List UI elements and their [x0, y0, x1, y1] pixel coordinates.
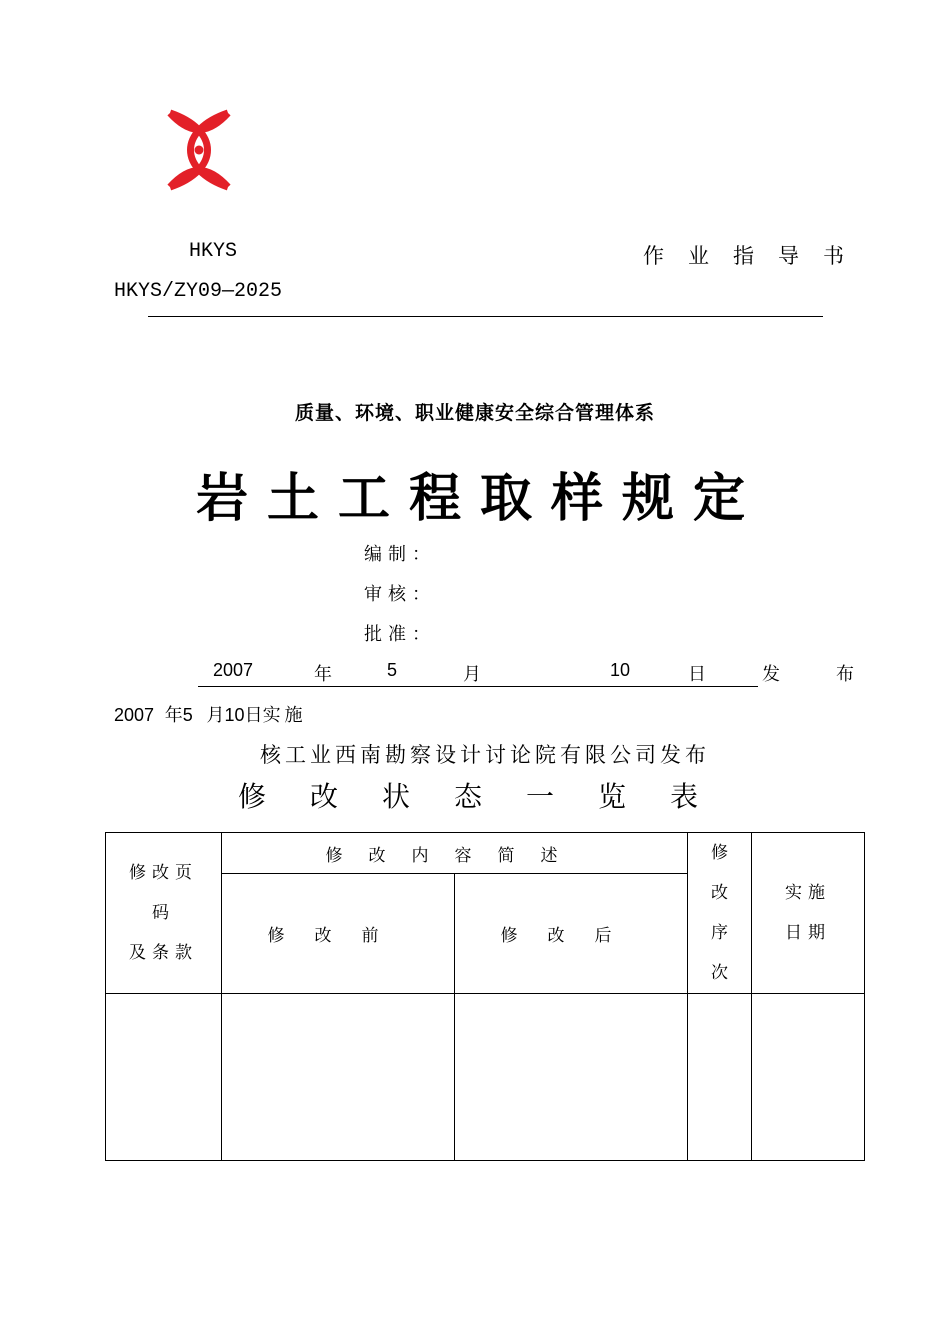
doc-type: 作业指导书 — [643, 244, 868, 268]
header-divider — [148, 316, 823, 317]
implement-year: 2007 — [114, 705, 155, 725]
status-title-char: 态 — [454, 780, 483, 813]
status-title-char: 修 — [238, 780, 267, 813]
table-row — [106, 994, 865, 1161]
system-title: 质量、环境、职业健康安全综合管理体系 — [294, 402, 655, 424]
implement-label: 实施 — [262, 705, 307, 726]
publish-date-underline — [198, 686, 758, 687]
implement-date — [114, 701, 307, 727]
publish-day-unit: 日 — [688, 664, 706, 685]
header-before: 修改前 — [222, 874, 455, 994]
revision-table — [105, 832, 865, 1161]
header-implement-date — [752, 833, 865, 994]
status-title-char: 表 — [670, 780, 699, 813]
cell-after — [455, 994, 688, 1161]
company-publish: 核工业西南勘察设计讨论院有限公司发布 — [260, 743, 710, 767]
status-title-char: 状 — [382, 780, 411, 813]
publish-year: 2007 — [213, 660, 254, 680]
cell-implement-date — [752, 994, 865, 1161]
header-revision-seq — [688, 833, 752, 994]
company-logo — [160, 105, 238, 195]
reviewed-by-label: 审核： — [364, 584, 436, 605]
header-content-summary: 修改内容简述 — [222, 833, 688, 874]
header-page-clause-line: 及条款 — [129, 943, 198, 963]
header-revision-seq-char: 修 — [711, 843, 728, 863]
main-title: 岩土工程取样规定 — [195, 468, 764, 529]
header-revision-seq-char: 改 — [711, 883, 728, 903]
publish-month-unit: 月 — [463, 664, 481, 685]
header-page-clause-line: 修改页 — [129, 863, 198, 883]
publish-day: 10 — [610, 660, 631, 680]
cell-revision-seq — [688, 994, 752, 1161]
cell-page-clause — [106, 994, 222, 1161]
publish-label-2: 布 — [836, 664, 854, 685]
header-after: 修改后 — [455, 874, 688, 994]
header-page-clause-line: 码 — [152, 903, 175, 923]
implement-day: 10 — [224, 705, 245, 725]
status-title-char: 改 — [310, 780, 339, 813]
publish-label-1: 发 — [762, 664, 780, 685]
implement-month: 5 — [182, 705, 193, 725]
implement-year-unit: 年 — [164, 705, 183, 726]
org-code: HKYS — [189, 240, 238, 263]
publish-year-unit: 年 — [314, 664, 332, 685]
revision-status-title — [238, 775, 742, 815]
header-revision-seq-char: 次 — [711, 963, 728, 983]
implement-day-unit: 日 — [244, 705, 263, 726]
status-title-char: 览 — [598, 780, 627, 813]
doc-number: HKYS/ZY09—2025 — [114, 280, 283, 303]
compiled-by-label: 编制： — [364, 544, 436, 565]
header-page-clause — [106, 833, 222, 994]
cell-before — [222, 994, 455, 1161]
approved-by-label: 批准： — [364, 624, 436, 645]
publish-month: 5 — [387, 660, 398, 680]
header-implement-date-line: 实施 — [785, 883, 831, 903]
status-title-char: 一 — [526, 780, 555, 813]
header-revision-seq-char: 序 — [711, 923, 728, 943]
header-implement-date-line: 日期 — [785, 923, 831, 943]
implement-month-unit: 月 — [206, 705, 225, 726]
